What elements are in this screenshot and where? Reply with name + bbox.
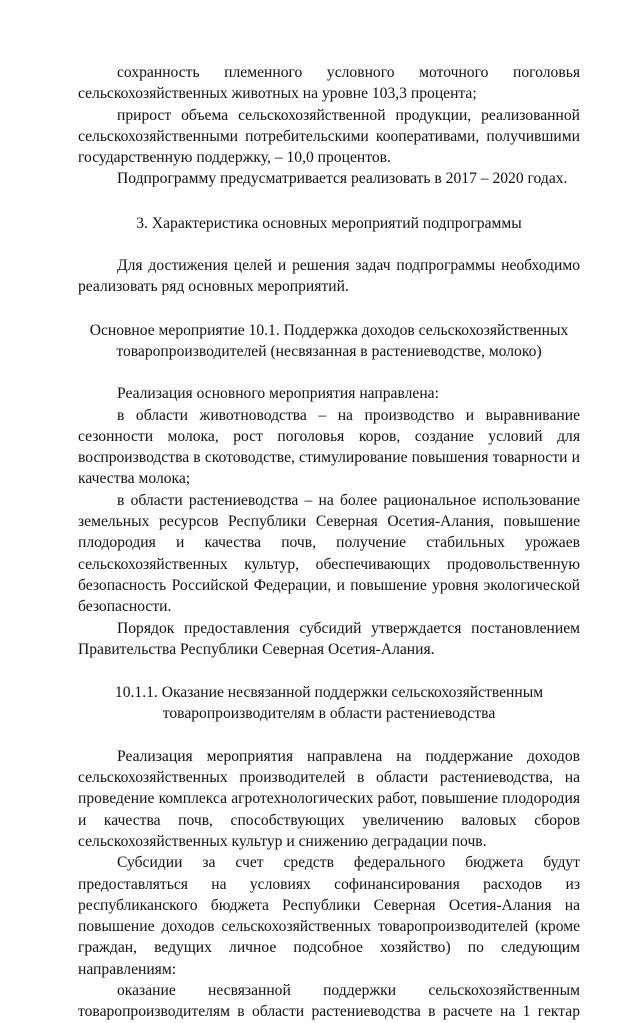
paragraph-crop-production: в области растениеводства – на более рациональное использование земельных ресурсов Республики Северная Осетия-Алания, повышение плодородия и качества почв, получение стабильных урожаев сельскохозяйственных культур, обеспечивающих продовольственную безопасность Российской Федерации, и повышение уровня экологической безопасности.	[78, 491, 580, 616]
paragraph-breeding-livestock: сохранность племенного условного моточного поголовья сельскохозяйственных животных на уровне 103,3 процента;	[78, 64, 580, 103]
subsection-heading: 10.1.1. Оказание несвязанной поддержки сельскохозяйственным товаропроизводителям в области растениеводства	[114, 684, 544, 723]
paragraph-measure-directions: Реализация основного мероприятия направлена:	[117, 385, 439, 403]
paragraph-measure-aim: Реализация мероприятия направлена на поддержание доходов сельскохозяйственных производителей в области растениеводства, на проведение комплекса агротехнологических работ, повышение плодородия и качества почв, способствующих увеличению валовых сборов сельскохозяйственных культур и снижению деградации почв.	[78, 747, 580, 850]
paragraph-subsidy-order: Порядок предоставления субсидий утверждается постановлением Правительства Республики Северная Осетия-Алания.	[78, 619, 580, 658]
paragraph-implementation-period: Подпрограмму предусматривается реализовать в 2017 – 2020 годах.	[117, 170, 568, 188]
paragraph-cooperatives-growth: прирост объема сельскохозяйственной продукции, реализованной сельскохозяйственными потребительскими кооперативами, получившими государственную поддержку, – 10,0 процентов.	[78, 106, 580, 167]
paragraph-goals: Для достижения целей и решения задач подпрограммы необходимо реализовать ряд основных мероприятий.	[78, 257, 580, 296]
main-measure-heading: Основное мероприятие 10.1. Поддержка доходов сельскохозяйственных товаропроизводителей (несвязанная в растениеводстве, молоко)	[89, 321, 569, 360]
paragraph-per-hectare: оказание несвязанной поддержки сельскохозяйственным товаропроизводителям в области растениеводства в расчете на 1 гектар	[78, 981, 580, 1021]
paragraph-federal-subsidies: Субсидии за счет средств федерального бюджета будут предоставляться на условиях софинансирования расходов из республиканского бюджета Республики Северная Осетия-Алания на повышение доходов сельскохозяйственных товаропроизводителей (кроме граждан, ведущих личное подсобное хозяйство) по следующим направлениям:	[78, 854, 580, 978]
document-page	[78, 62, 580, 1023]
section-3-heading: 3. Характеристика основных мероприятий подпрограммы	[136, 214, 522, 232]
paragraph-livestock: в области животноводства – на производство и выравнивание сезонности молока, рост поголовья коров, создание условий для воспроизводства в скотоводстве, стимулирование повышения товарности и качества молока;	[78, 406, 580, 488]
